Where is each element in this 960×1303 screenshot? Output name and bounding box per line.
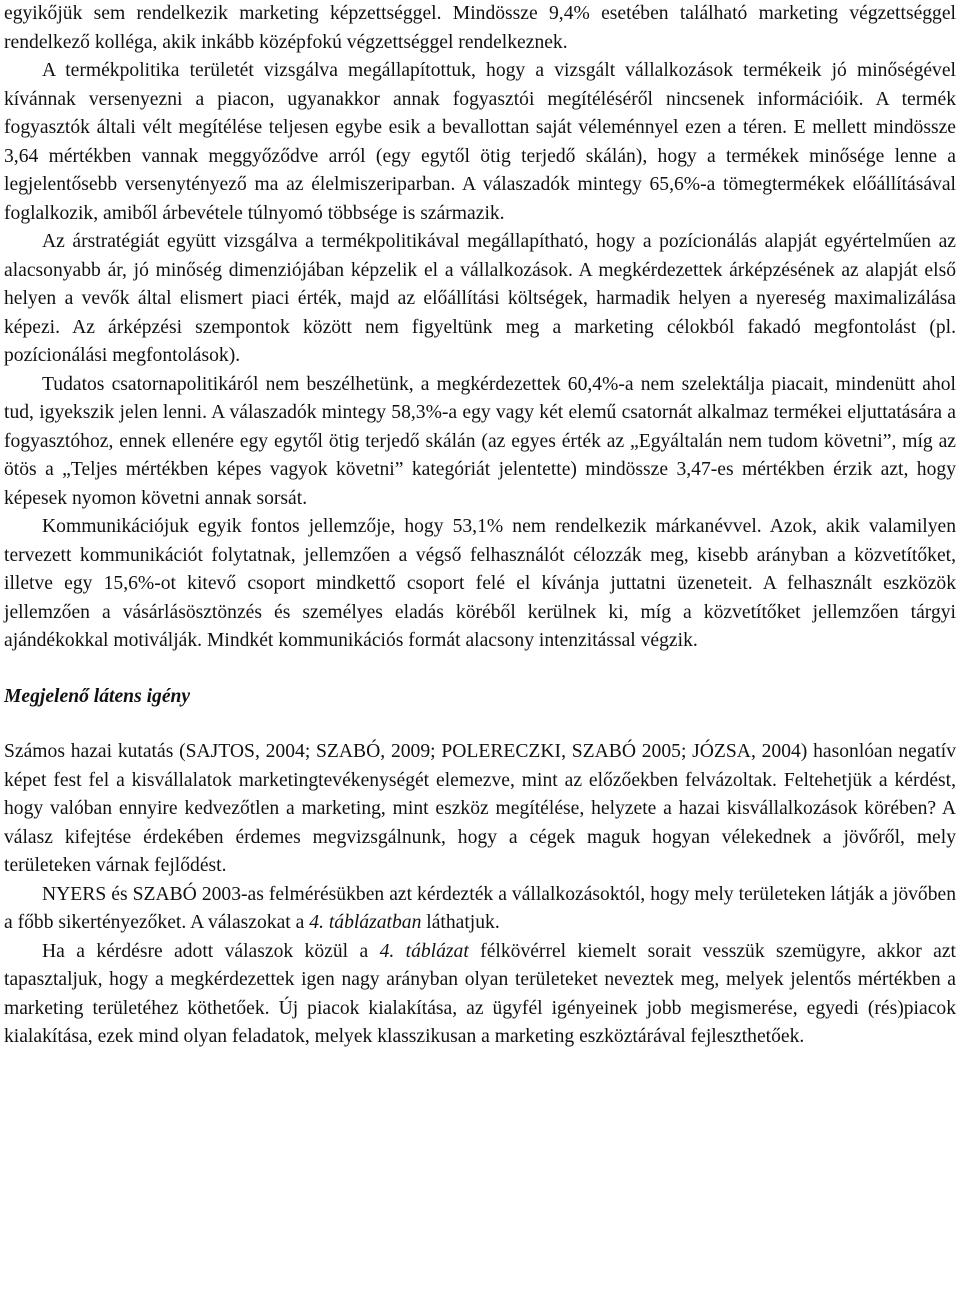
paragraph-3: Az árstratégiát együtt vizsgálva a termékpolitikával megállapítható, hogy a pozícionálás alapját egyértelműen az alacsonyabb ár, jó minőség dimenziójában képzelik el a vállalkozások. A megkérdezettek árképzésének az alapját első helyen a vevők által elismert piaci érték, majd az előállítási költségek, harmadik helyen a nyereség maximalizálása képezi. Az árképzési szempontok között nem figyeltünk meg a marketing célokból fakadó megfontolást (pl. pozícionálási megfontolások). (4, 231, 956, 366)
table-reference: 4. táblázat (379, 940, 469, 962)
paragraph-5: Kommunikációjuk egyik fontos jellemzője, hogy 53,1% nem rendelkezik márkanévvel. Azok, akik valamilyen tervezett kommunikációt folytatnak, jellemzően a végső felhasználót célozzák meg, kisebb arányban a közvetítőket, illetve egy 15,6%-ot kitevő csoport mindkettő csoport felé el kívánja juttatni üzeneteit. A felhasznált eszközök jellemzően a vásárlásösztönzés és személyes eladás köréből kerülnek ki, míg a közvetítőket jellemzően tárgyi ajándékokkal motiválják. Mindkét kommunikációs formát alacsony intenzitással végzik. (4, 516, 956, 651)
paragraph-6: Számos hazai kutatás (SAJTOS, 2004; SZABÓ, 2009; POLERECZKI, SZABÓ 2005; JÓZSA, 2004) hasonlóan negatív képet fest fel a kisvállalatok marketingtevékenységét elemezve, mint az előzőekben felvázoltak. Feltehetjük a kérdést, hogy valóban ennyire kedvezőtlen a marketing, mint eszköz megítélése, helyzete a hazai kisvállalkozások körében? A válasz kifejtése érdekében érdemes megvizsgálnunk, hogy a cégek maguk hogyan vélekednek a jövőről, mely területeken várnak fejlődést. (4, 741, 956, 876)
paragraph-4: Tudatos csatornapolitikáról nem beszélhetünk, a megkérdezettek 60,4%-a nem szelektálja piacait, mindenütt ahol tud, igyekszik jelen lenni. A válaszadók mintegy 58,3%-a egy vagy két elemű csatornát alkalmaz termékei eljuttatására a fogyasztóhoz, ennek ellenére egy egytől ötig terjedő skálán (az egyes érték az „Egyáltalán nem tudom követni”, míg az ötös a „Teljes mértékben képes vagyok követni” kategóriát jelentette) mindössze 3,47-es mértékben érzik azt, hogy képesek nyomon követni annak sorsát. (4, 373, 956, 509)
paragraph-7-text-a: NYERS és SZABÓ 2003-as felmérésükben azt kérdezték a vállalkozásoktól, hogy mely területeken látják a jövőben a főbb sikertényezőket. A válaszokat a (4, 883, 956, 933)
paragraph-7 (4, 881, 956, 938)
section-heading: Megjelenő látens igény (4, 685, 191, 707)
document-page (4, 0, 956, 1052)
paragraph-8 (4, 938, 956, 1052)
table-reference: 4. táblázatban (309, 912, 422, 933)
paragraph-8-text-b: félkövérrel kiemelt sorait vesszük szemügyre, akkor azt tapasztaljuk, hogy a megkérdezettek igen nagy arányban olyan területeket neveztek meg, melyek jelentős mértékben a marketing területéhez köthetőek. Új piacok kialakítása, az ügyfél igényeinek jobb megismerése, egyedi (rés)piacok kialakítása, ezek mind olyan feladatok, melyek klasszikusan a marketing eszköztárával fejleszthetőek. (4, 940, 956, 1047)
paragraph-2: A termékpolitika területét vizsgálva megállapítottuk, hogy a vizsgált vállalkozások termékeik jó minőségével kívánnak versenyezni a piacon, ugyanakkor annak fogyasztói megítéléséről nincsenek információik. A termék fogyasztók általi vélt megítélése teljesen egybe esik a bevallottan saját véleménnyel ezen a téren. E mellett mindössze 3,64 mértékben vannak meggyőződve arról (egy egytől ötig terjedő skálán), hogy a termékek minősége lenne a legjelentősebb versenytényező ma az élelmiszeriparban. A válaszadók mintegy 65,6%-a tömegtermékek előállításával foglalkozik, amiből árbevétele túlnyomó többsége is származik. (4, 60, 956, 224)
paragraph-1: egyikőjük sem rendelkezik marketing képzettséggel. Mindössze 9,4% esetében található marketing végzettséggel rendelkező kolléga, akik inkább középfokú végzettséggel rendelkeznek. (4, 3, 956, 53)
paragraph-8-text-a: Ha a kérdésre adott válaszok közül a (42, 940, 380, 962)
paragraph-7-text-b: láthatjuk. (421, 912, 500, 933)
